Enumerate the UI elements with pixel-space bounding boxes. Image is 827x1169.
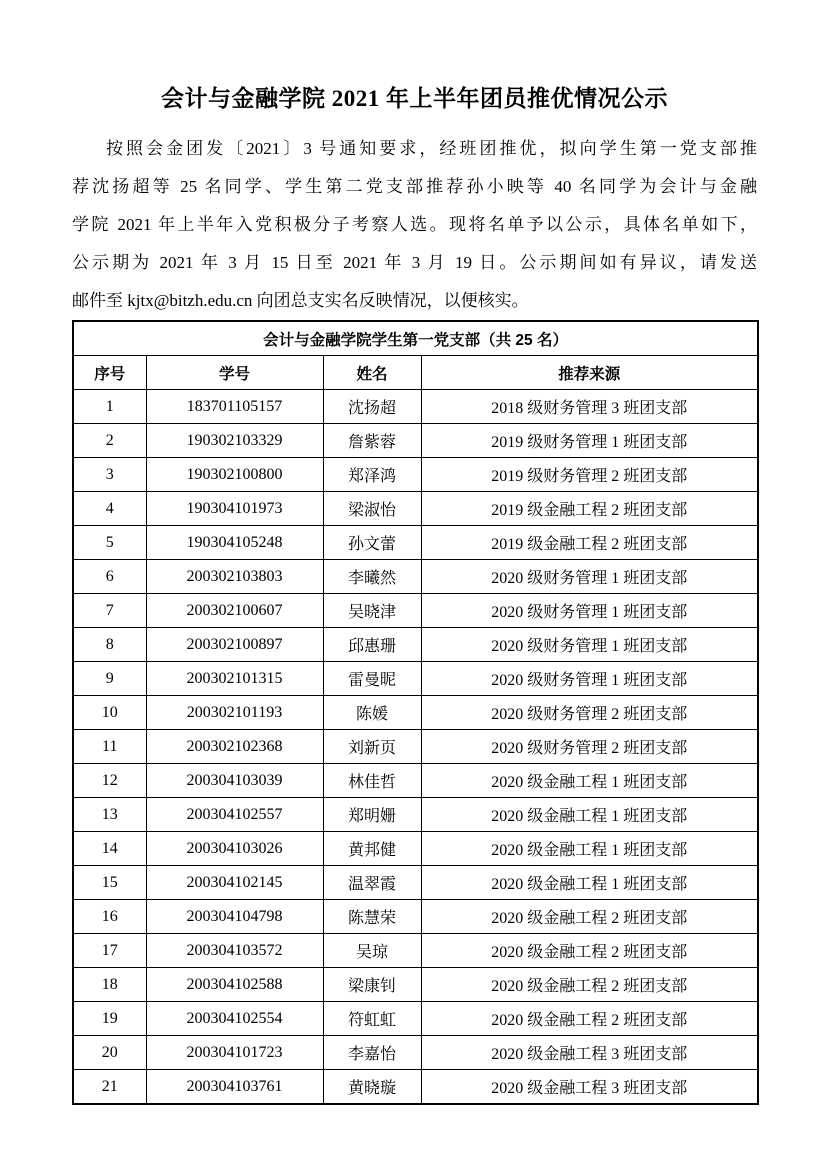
student-name-cell: 黄晓璇 [323,1070,421,1105]
student-name-cell: 陈慧荣 [323,900,421,934]
row-index-cell: 14 [73,832,146,866]
table-row [73,526,758,560]
body-paragraph [72,130,757,320]
student-id-cell: 200304103572 [146,934,323,968]
table-row [73,1070,758,1105]
student-id-cell: 200304102588 [146,968,323,1002]
table-row [73,934,758,968]
row-index-cell: 16 [73,900,146,934]
recommendation-source-cell: 2020 级金融工程 1 班团支部 [421,866,758,900]
student-id-cell: 190304105248 [146,526,323,560]
student-name-cell: 邱惠珊 [323,628,421,662]
student-name-cell: 温翠霞 [323,866,421,900]
table-row [73,594,758,628]
table-row [73,764,758,798]
paragraph-line: 公示期为 2021 年 3 月 15 日至 2021 年 3 月 19 日。公示期间如有异议，请发送 [72,253,757,272]
student-name-cell: 李曦然 [323,560,421,594]
table-row [73,492,758,526]
student-id-cell: 200302102368 [146,730,323,764]
recommendation-source-cell: 2020 级金融工程 2 班团支部 [421,968,758,1002]
row-index-cell: 11 [73,730,146,764]
table-row [73,628,758,662]
table-row [73,866,758,900]
student-id-cell: 200304102557 [146,798,323,832]
row-index-cell: 3 [73,458,146,492]
paragraph-line: 按照会金团发〔2021〕3 号通知要求，经班团推优，拟向学生第一党支部推 [106,139,757,158]
recommendation-source-cell: 2020 级财务管理 1 班团支部 [421,560,758,594]
student-name-cell: 符虹虹 [323,1002,421,1036]
student-name-cell: 孙文蕾 [323,526,421,560]
student-id-cell: 190302103329 [146,424,323,458]
student-id-cell: 200304101723 [146,1036,323,1070]
recommendation-source-cell: 2020 级金融工程 1 班团支部 [421,832,758,866]
recommendation-source-cell: 2020 级金融工程 1 班团支部 [421,764,758,798]
table-row [73,458,758,492]
student-name-cell: 陈媛 [323,696,421,730]
table-body [73,390,758,1105]
row-index-cell: 9 [73,662,146,696]
column-header-name: 姓名 [323,356,421,390]
student-id-cell: 200302101315 [146,662,323,696]
student-name-cell: 李嘉怡 [323,1036,421,1070]
student-id-cell: 200302103803 [146,560,323,594]
recommendation-source-cell: 2020 级财务管理 1 班团支部 [421,662,758,696]
table-row [73,390,758,424]
table-row [73,1036,758,1070]
student-id-cell: 200304103039 [146,764,323,798]
student-name-cell: 郑明姗 [323,798,421,832]
table-row [73,662,758,696]
table-section-header: 会计与金融学院学生第一党支部（共 25 名） [73,321,758,356]
student-name-cell: 郑泽鸿 [323,458,421,492]
recommendation-source-cell: 2018 级财务管理 3 班团支部 [421,390,758,424]
table-row [73,730,758,764]
student-name-cell: 吴琼 [323,934,421,968]
table-row [73,1002,758,1036]
recommendation-source-cell: 2020 级金融工程 2 班团支部 [421,934,758,968]
column-header-index: 序号 [73,356,146,390]
row-index-cell: 2 [73,424,146,458]
row-index-cell: 20 [73,1036,146,1070]
student-id-cell: 200302100897 [146,628,323,662]
recommendation-table [72,320,759,1105]
recommendation-source-cell: 2020 级金融工程 3 班团支部 [421,1070,758,1105]
row-index-cell: 8 [73,628,146,662]
recommendation-source-cell: 2019 级财务管理 1 班团支部 [421,424,758,458]
table-column-header-row [73,356,758,390]
recommendation-source-cell: 2019 级金融工程 2 班团支部 [421,526,758,560]
student-name-cell: 梁淑怡 [323,492,421,526]
student-id-cell: 200304103761 [146,1070,323,1105]
student-name-cell: 沈扬超 [323,390,421,424]
student-name-cell: 吴晓津 [323,594,421,628]
table-row [73,424,758,458]
student-id-cell: 190302100800 [146,458,323,492]
table-row [73,696,758,730]
table-section-header-row [73,321,758,356]
row-index-cell: 19 [73,1002,146,1036]
row-index-cell: 7 [73,594,146,628]
table-row [73,968,758,1002]
recommendation-source-cell: 2020 级金融工程 3 班团支部 [421,1036,758,1070]
student-name-cell: 雷曼昵 [323,662,421,696]
column-header-student-id: 学号 [146,356,323,390]
student-id-cell: 200304102554 [146,1002,323,1036]
recommendation-source-cell: 2020 级金融工程 2 班团支部 [421,900,758,934]
recommendation-source-cell: 2020 级金融工程 2 班团支部 [421,1002,758,1036]
row-index-cell: 5 [73,526,146,560]
student-id-cell: 200304103026 [146,832,323,866]
document-title: 会计与金融学院 2021 年上半年团员推优情况公示 [161,86,668,111]
recommendation-source-cell: 2020 级财务管理 2 班团支部 [421,696,758,730]
student-id-cell: 200302100607 [146,594,323,628]
row-index-cell: 6 [73,560,146,594]
recommendation-source-cell: 2020 级财务管理 2 班团支部 [421,730,758,764]
student-id-cell: 183701105157 [146,390,323,424]
student-id-cell: 200304102145 [146,866,323,900]
table-row [73,560,758,594]
table-row [73,832,758,866]
row-index-cell: 18 [73,968,146,1002]
row-index-cell: 13 [73,798,146,832]
column-header-source: 推荐来源 [421,356,758,390]
student-id-cell: 200304104798 [146,900,323,934]
table-row [73,798,758,832]
student-id-cell: 200302101193 [146,696,323,730]
recommendation-source-cell: 2020 级财务管理 1 班团支部 [421,594,758,628]
recommendation-source-cell: 2019 级财务管理 2 班团支部 [421,458,758,492]
table-row [73,900,758,934]
student-id-cell: 190304101973 [146,492,323,526]
recommendation-source-cell: 2020 级财务管理 1 班团支部 [421,628,758,662]
recommendation-source-cell: 2020 级金融工程 1 班团支部 [421,798,758,832]
student-name-cell: 黄邦健 [323,832,421,866]
paragraph-line: 学院 2021 年上半年入党积极分子考察人选。现将名单予以公示，具体名单如下， [72,215,757,234]
recommendation-source-cell: 2019 级金融工程 2 班团支部 [421,492,758,526]
row-index-cell: 21 [73,1070,146,1105]
student-name-cell: 刘新页 [323,730,421,764]
row-index-cell: 12 [73,764,146,798]
student-name-cell: 林佳哲 [323,764,421,798]
row-index-cell: 15 [73,866,146,900]
row-index-cell: 1 [73,390,146,424]
paragraph-line: 荐沈扬超等 25 名同学、学生第二党支部推荐孙小映等 40 名同学为会计与金融 [72,177,757,196]
row-index-cell: 4 [73,492,146,526]
row-index-cell: 10 [73,696,146,730]
student-name-cell: 詹紫蓉 [323,424,421,458]
student-name-cell: 梁康钊 [323,968,421,1002]
paragraph-line: 邮件至 kjtx@bitzh.edu.cn 向团总支实名反映情况，以便核实。 [72,291,529,310]
row-index-cell: 17 [73,934,146,968]
